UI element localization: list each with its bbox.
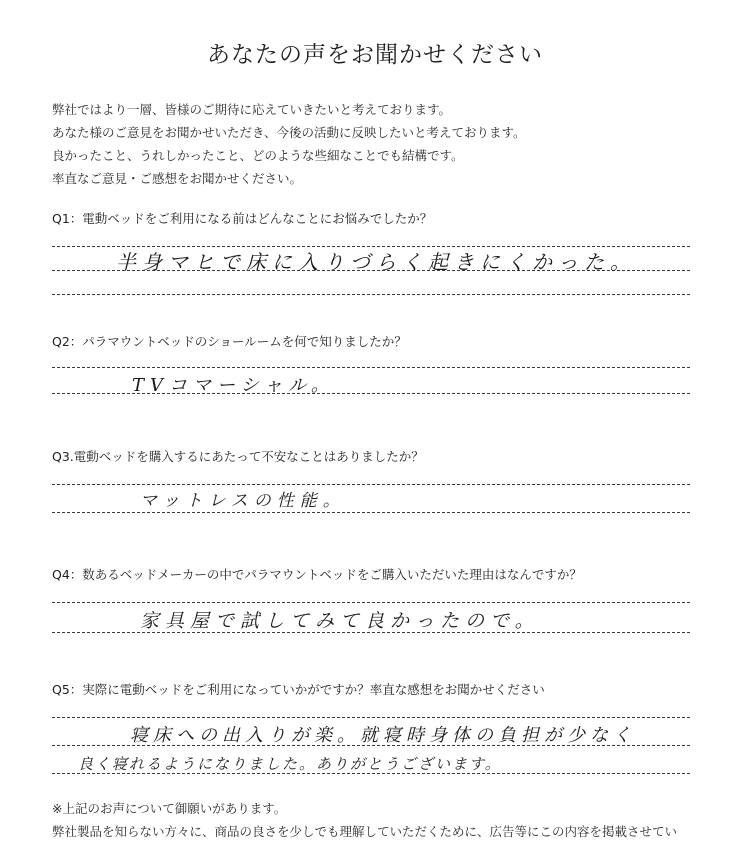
question-block-5 <box>52 681 692 781</box>
handwritten-answer: TVコマーシャル。 <box>132 375 335 396</box>
intro-line: 良かったこと、うれしかったこと、どのような些細なことでも結構です。 <box>52 148 464 163</box>
page-title: あなたの声をお聞かせください <box>207 42 543 68</box>
answer-line <box>52 367 690 368</box>
question-block-1 <box>52 210 692 305</box>
question-label: Q1：電動ベッドをご利用になる前はどんなことにお悩みでしたか？ <box>52 211 433 226</box>
question-block-2 <box>52 333 692 413</box>
handwritten-answer-line-2: 良く寝れるようになりました。ありがとうございます。 <box>78 755 502 773</box>
footer-note <box>52 797 722 843</box>
answer-line <box>52 512 690 513</box>
intro-line: 率直なご意見・ご感想をお聞かせください。 <box>52 171 303 186</box>
question-label: Q4：数あるベッドメーカーの中でパラマウントベッドをご購入いただいた理由はなんですか？ <box>52 567 582 582</box>
answer-line <box>52 294 690 295</box>
answer-line <box>52 484 690 485</box>
question-label: Q3.電動ベッドを購入するにあたって不安なことはありましたか？ <box>52 449 424 464</box>
handwritten-answer-line-1: 寝床への出入りが楽。就寝時身体の負担が少なく <box>130 725 636 746</box>
question-block-3 <box>52 448 692 528</box>
footer-line: ※上記のお声について御願いがあります。 <box>52 801 287 816</box>
question-label: Q5：実際に電動ベッドをご利用になっていかがですか？率直な感想をお聞かせください <box>52 682 545 697</box>
answer-line <box>52 717 690 718</box>
question-label: Q2：パラマウントベッドのショールームを何で知りましたか？ <box>52 334 407 349</box>
answer-line <box>52 602 690 603</box>
intro-text <box>52 98 712 190</box>
intro-line: あなた様のご意見をお聞かせいただき、今後の活動に反映したいと考えております。 <box>52 125 526 140</box>
handwritten-answer: マットレスの性能。 <box>140 491 346 511</box>
handwritten-answer: 半身マヒで床に入りづらく起きにくかった。 <box>116 250 636 274</box>
intro-line: 弊社ではより一層、皆様のご期待に応えていきたいと考えております。 <box>52 102 452 117</box>
footer-line: 弊社製品を知らない方々に、商品の良さを少しでも理解していただくために、広告等にこの内容を掲載させてい <box>52 824 678 839</box>
handwritten-answer: 家具屋で試してみて良かったので。 <box>140 610 540 632</box>
question-block-4 <box>52 566 692 651</box>
